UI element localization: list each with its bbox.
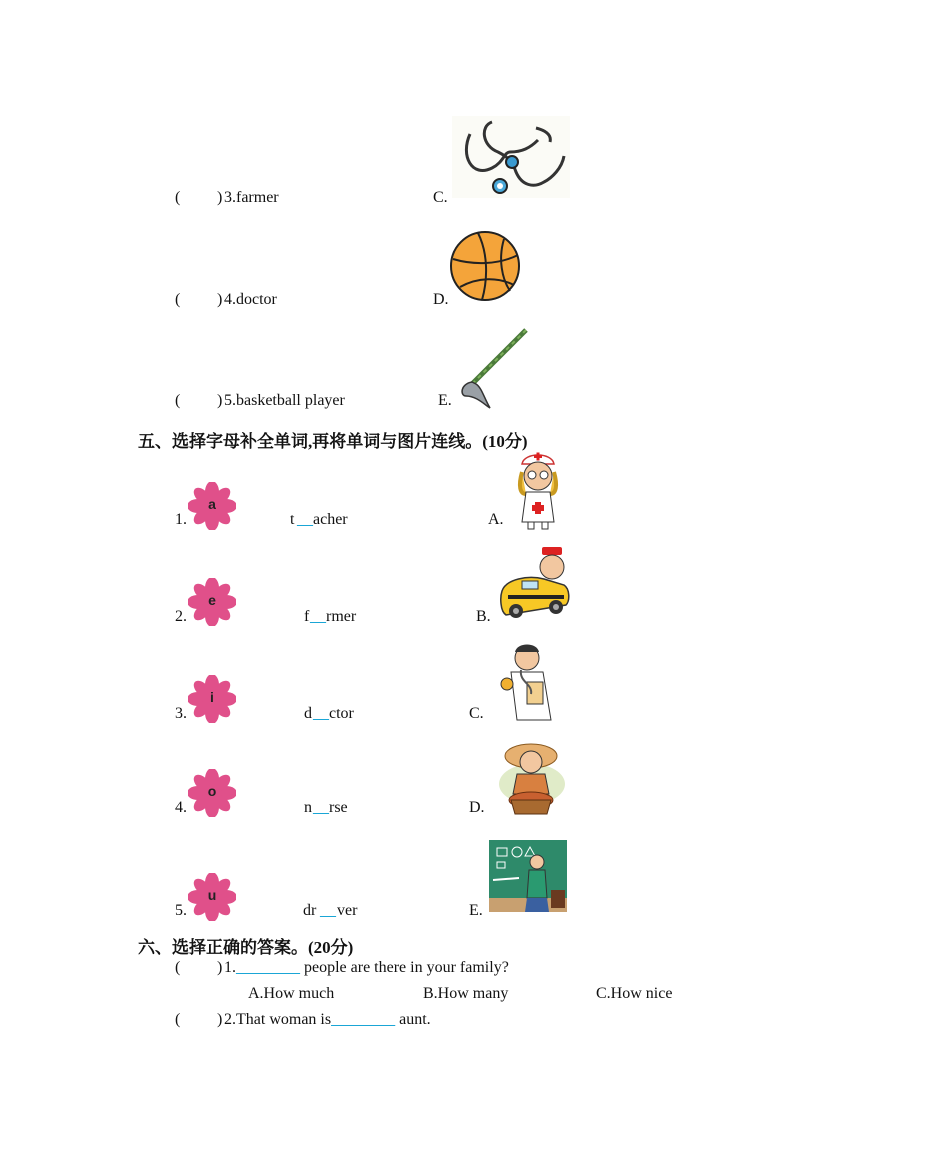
word-prefix: dr <box>303 902 317 919</box>
letter-blank[interactable]: __ <box>297 511 313 528</box>
doctor-icon <box>497 640 567 722</box>
word-prefix: d <box>304 705 312 722</box>
option-label: C. <box>433 189 448 206</box>
paren-close: ) <box>217 189 223 206</box>
option-b: B.How many <box>423 985 509 1002</box>
letter-blank[interactable]: __ <box>313 799 329 816</box>
option-a: A.How much <box>248 985 335 1002</box>
paren-open: ( <box>175 291 181 308</box>
option-label: A. <box>488 511 504 528</box>
answer-blank[interactable]: ________ <box>331 1011 396 1028</box>
row-number: 4. <box>175 799 187 816</box>
word-prefix: t <box>290 511 295 528</box>
word-suffix: rmer <box>326 608 357 625</box>
farmer-icon <box>497 738 567 818</box>
option-label: D. <box>433 291 449 308</box>
word-suffix: ctor <box>329 705 354 722</box>
flower-letter: u <box>207 887 217 903</box>
basketball-icon <box>448 229 524 305</box>
question-text: 2.That woman is________ aunt. <box>224 1011 431 1028</box>
paren-open: ( <box>175 189 181 206</box>
item-text: 5.basketball player <box>224 392 345 409</box>
paren-close: ) <box>217 392 223 409</box>
item-text: 3.farmer <box>224 189 279 206</box>
paren-close: ) <box>217 1011 223 1028</box>
section-5-title: 五、选择字母补全单词,再将单词与图片连线。(10分) <box>138 432 528 451</box>
row-number: 3. <box>175 705 187 722</box>
stethoscope-icon <box>452 116 570 198</box>
letter-blank[interactable]: __ <box>310 608 326 625</box>
answer-blank[interactable]: ________ <box>236 959 300 976</box>
paren-close: ) <box>217 959 223 976</box>
paren-open: ( <box>175 959 181 976</box>
word-suffix: rse <box>329 799 348 816</box>
option-label: D. <box>469 799 485 816</box>
word-prefix: f <box>304 608 310 625</box>
flower-letter: e <box>208 592 216 608</box>
letter-blank[interactable]: __ <box>320 902 336 919</box>
hoe-icon <box>456 326 532 410</box>
option-label: C. <box>469 705 484 722</box>
flower-letter: a <box>208 496 216 512</box>
section-6-title: 六、选择正确的答案。(20分) <box>138 938 354 957</box>
paren-open: ( <box>175 392 181 409</box>
nurse-icon <box>508 450 568 530</box>
item-text: 4.doctor <box>224 291 277 308</box>
taxi-driver-icon <box>498 545 572 625</box>
word-prefix: n <box>304 799 312 816</box>
option-label: B. <box>476 608 491 625</box>
word-suffix: ver <box>337 902 358 919</box>
flower-letter: o <box>207 783 217 799</box>
question-text: 1.________ people are there in your family? <box>224 959 509 976</box>
option-label: E. <box>469 902 483 919</box>
teacher-icon <box>489 840 567 912</box>
row-number: 5. <box>175 902 187 919</box>
paren-close: ) <box>217 291 223 308</box>
option-c: C.How nice <box>596 985 673 1002</box>
flower-letter: i <box>210 689 214 705</box>
option-label: E. <box>438 392 452 409</box>
word-suffix: acher <box>313 511 348 528</box>
paren-open: ( <box>175 1011 181 1028</box>
letter-blank[interactable]: __ <box>313 705 329 722</box>
row-number: 2. <box>175 608 187 625</box>
row-number: 1. <box>175 511 187 528</box>
